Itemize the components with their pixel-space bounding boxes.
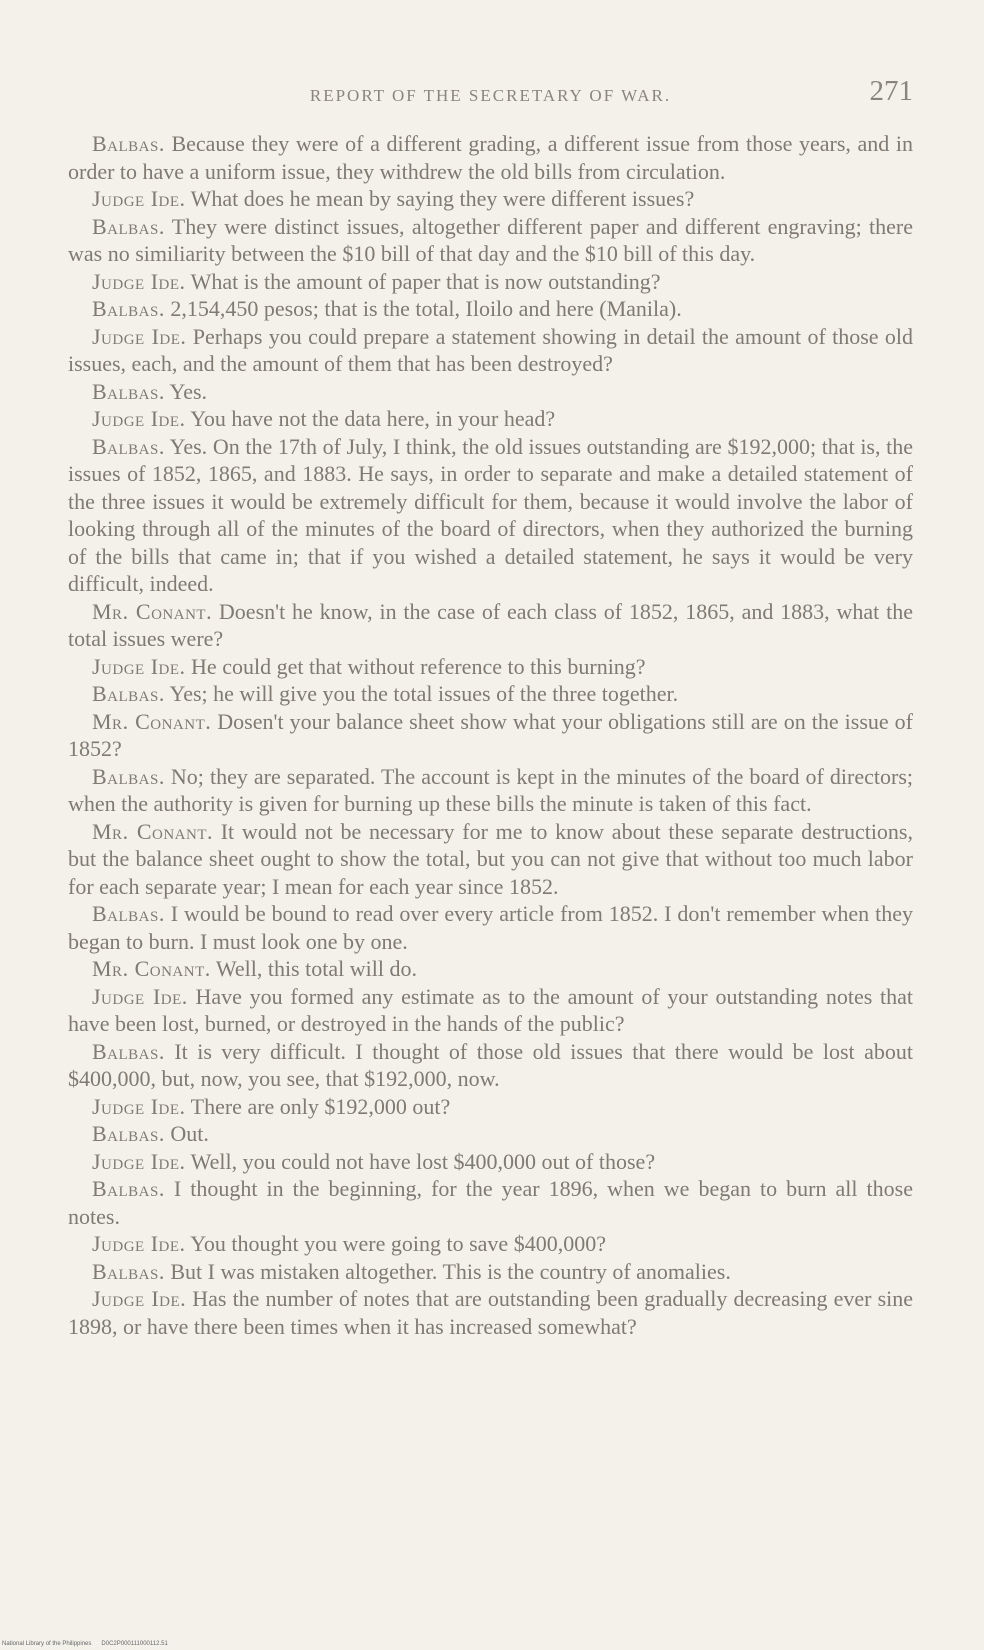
- speaker-name: Balbas.: [92, 378, 165, 404]
- speaker-name: Judge Ide.: [92, 1093, 186, 1119]
- speech-text: Doesn't he know, in the case of each class of 1852, 1865, and 1883, what the total issues were?: [68, 598, 913, 651]
- speech-text: But I was mistaken altogether. This is the country of anomalies.: [164, 1258, 731, 1284]
- speaker-name: Judge Ide.: [92, 1231, 186, 1256]
- dialogue-paragraph: [68, 323, 913, 378]
- speaker-name: Mr. Conant.: [92, 818, 213, 844]
- dialogue-paragraph: [68, 900, 913, 955]
- speech-text: Well, this total will do.: [210, 956, 417, 981]
- dialogue-paragraph: [68, 1285, 913, 1340]
- dialogue-paragraph: [68, 295, 913, 323]
- speaker-name: Balbas.: [92, 681, 165, 706]
- speaker-name: Judge Ide.: [92, 1286, 187, 1311]
- dialogue-paragraph: [68, 955, 913, 983]
- dialogue-paragraph: [68, 763, 913, 818]
- dialogue-paragraph: [68, 268, 913, 296]
- dialogue-paragraph: [68, 185, 913, 213]
- scan-footer: [2, 1641, 168, 1647]
- speech-text: Yes; he will give you the total issues of the three together.: [164, 681, 679, 706]
- speaker-name: Balbas.: [92, 296, 165, 321]
- dialogue-paragraph: [68, 1038, 913, 1093]
- speaker-name: Balbas.: [92, 901, 165, 926]
- dialogue-paragraph: [68, 1120, 913, 1148]
- speech-text: It is very difficult. I thought of those old issues that there would be lost about $400,000, but, now, you see, that $192,000, now.: [68, 1038, 913, 1091]
- dialogue-paragraph: [68, 983, 913, 1038]
- dialogue-paragraph: [68, 598, 913, 653]
- dialogue-paragraph: [68, 433, 913, 598]
- running-title: REPORT OF THE SECRETARY OF WAR.: [309, 86, 672, 105]
- speech-text: You thought you were going to save $400,000?: [185, 1231, 606, 1256]
- speaker-name: Balbas.: [92, 433, 165, 459]
- dialogue-paragraph: [68, 653, 913, 681]
- speech-text: You have not the data here, in your head?: [185, 406, 556, 431]
- footer-spacer: [93, 1641, 100, 1647]
- speaker-name: Balbas.: [92, 1121, 165, 1146]
- speech-text: There are only $192,000 out?: [185, 1093, 451, 1119]
- speech-text: They were distinct issues, altogether different paper and different engraving; there was no similiarity between the $10 bill of that day and the $10 bill of this day.: [68, 213, 913, 266]
- speech-text: No; they are separated. The account is kept in the minutes of the board of directors; when the authority is given for burning up these bills the minute is taken of this fact.: [68, 763, 913, 816]
- speech-text: Have you formed any estimate as to the amount of your outstanding notes that have been lost, burned, or destroyed in the hands of the public?: [68, 983, 913, 1036]
- speaker-name: Judge Ide.: [92, 983, 188, 1009]
- page-number: 271: [869, 75, 913, 107]
- speech-text: I thought in the beginning, for the year 1896, when we began to burn all those notes.: [68, 1176, 913, 1229]
- dialogue-paragraph: [68, 1093, 913, 1121]
- speech-text: Yes. On the 17th of July, I think, the old issues outstanding are $192,000; that is, the issues of 1852, 1865, and 1883. He says, in order to separate and make a detailed statement of the three issues it would be extremely difficult for them, because it would involve the labor of looking through all of the minutes of the board of directors, when they authorized the burning of the bills that came in; that if you wished a detailed statement, he says it would be very difficult, indeed.: [68, 433, 913, 596]
- speaker-name: Balbas.: [92, 213, 165, 239]
- speech-text: What does he mean by saying they were different issues?: [185, 186, 695, 211]
- speech-text: Well, you could not have lost $400,000 out of those?: [185, 1148, 656, 1174]
- dialogue-paragraph: [68, 405, 913, 433]
- speaker-name: Judge Ide.: [92, 186, 186, 211]
- speech-text: Yes.: [164, 378, 208, 404]
- dialogue-paragraph: [68, 213, 913, 268]
- speech-text: I would be bound to read over every article from 1852. I don't remember when they began to burn. I must look one by one.: [68, 901, 913, 954]
- speaker-name: Balbas.: [92, 763, 165, 789]
- speaker-name: Balbas.: [92, 1038, 165, 1064]
- dialogue-paragraph: [68, 1230, 913, 1258]
- speaker-name: Balbas.: [92, 131, 165, 156]
- dialogue-paragraph: [68, 1148, 913, 1176]
- speech-text: Because they were of a different grading, a different issue from those years, and in order to have a uniform issue, they withdrew the old bills from circulation.: [68, 131, 913, 184]
- speaker-name: Mr. Conant.: [92, 598, 213, 624]
- document-code: D0C2P000111000112.51: [101, 1641, 168, 1647]
- speech-text: He could get that without reference to this burning?: [185, 653, 646, 679]
- transcript-body: [68, 130, 913, 1340]
- speaker-name: Mr. Conant.: [92, 956, 211, 981]
- speaker-name: Balbas.: [92, 1176, 165, 1201]
- speech-text: What is the amount of paper that is now outstanding?: [185, 268, 661, 294]
- speech-text: Dosen't your balance sheet show what your obligations still are on the issue of 1852?: [68, 708, 914, 761]
- dialogue-paragraph: [68, 708, 913, 763]
- speech-text: Out.: [164, 1121, 209, 1146]
- speaker-name: Judge Ide.: [92, 1148, 186, 1174]
- library-source: National Library of the Philippines: [2, 1641, 92, 1647]
- dialogue-paragraph: [68, 818, 913, 901]
- dialogue-paragraph: [68, 680, 913, 708]
- dialogue-paragraph: [68, 130, 913, 185]
- running-header: [68, 75, 913, 112]
- dialogue-paragraph: [68, 1175, 913, 1230]
- dialogue-paragraph: [68, 1258, 913, 1286]
- speech-text: Has the number of notes that are outstanding been gradually decreasing ever sine 1898, or have there been times when it has increased somewhat?: [68, 1286, 914, 1339]
- speech-text: 2,154,450 pesos; that is the total, Iloilo and here (Manila).: [164, 296, 682, 321]
- speaker-name: Mr. Conant.: [92, 708, 212, 734]
- dialogue-paragraph: [68, 378, 913, 406]
- speaker-name: Judge Ide.: [92, 653, 186, 679]
- speaker-name: Judge Ide.: [92, 268, 186, 294]
- speaker-name: Judge Ide.: [92, 406, 186, 431]
- speaker-name: Judge Ide.: [92, 323, 187, 349]
- speaker-name: Balbas.: [92, 1258, 165, 1284]
- speech-text: Perhaps you could prepare a statement showing in detail the amount of those old issues, each, and the amount of them that has been destroyed?: [68, 323, 914, 376]
- speech-text: It would not be necessary for me to know about these separate destructions, but the balance sheet ought to show the total, but you can not give that without too much labor for each separate year; I mean for each year since 1852.: [68, 818, 913, 899]
